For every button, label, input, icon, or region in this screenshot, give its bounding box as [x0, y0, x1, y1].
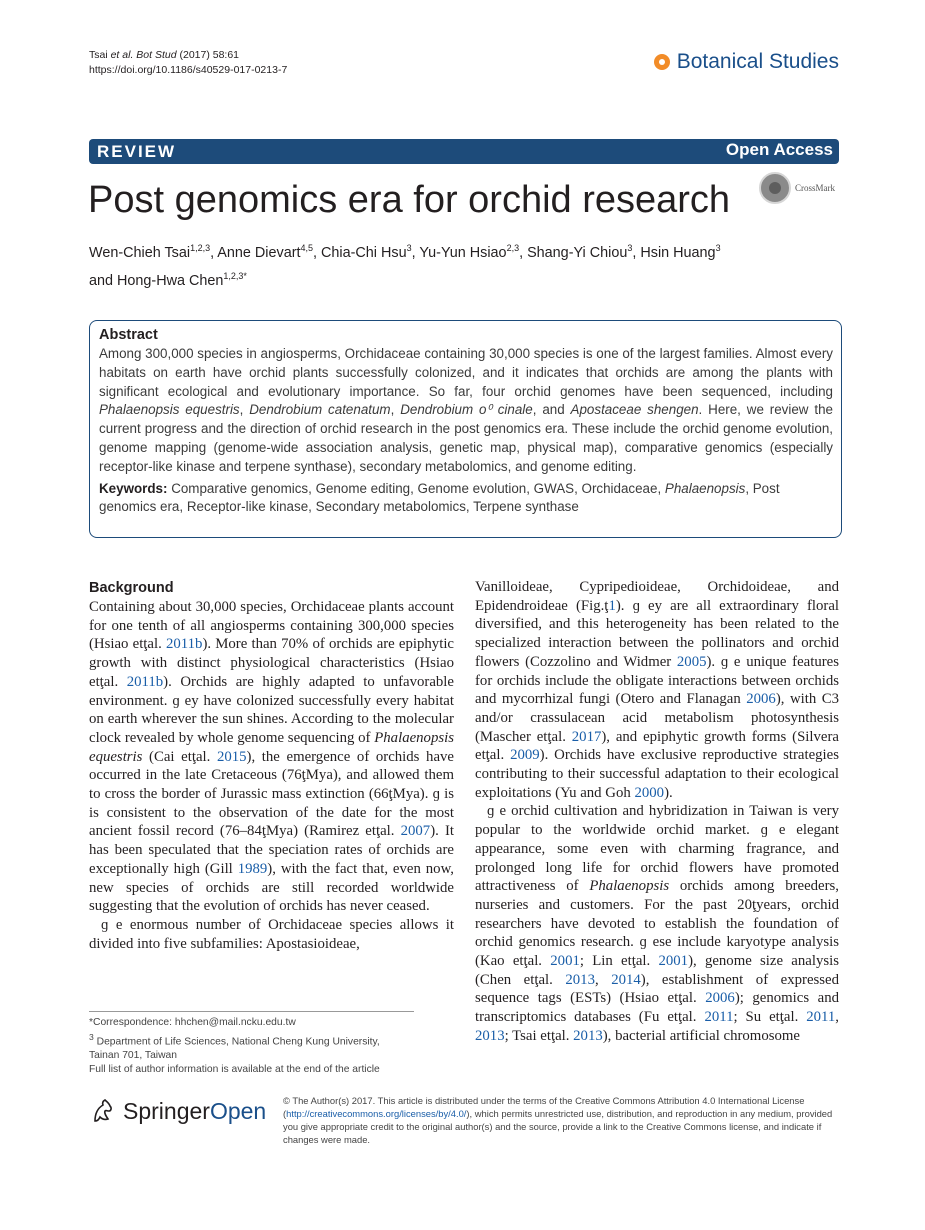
citation-link[interactable]: 2007 — [400, 823, 431, 840]
affiliation-location: Tainan 701, Taiwan — [89, 1050, 177, 1062]
crossmark-button[interactable] — [759, 172, 835, 204]
brand-springer: Springer — [123, 1097, 210, 1124]
author[interactable]: Chia-Chi Hsu$^3$ — [321, 243, 412, 261]
author-info-note: Full list of author information is available at the end of the article — [89, 1064, 380, 1076]
article-type-banner — [89, 139, 839, 164]
paragraph: Containing about 30,000 species, Orchidaceae plants account for one tenth of all angiosperms containing 300,000 species (Hsiao etţal. 2011b). More than 70% of orchids are epiphytic growth with distinct physiological characteristics (Hsiao etţal. 2011b). Orchids are highly adapted to unfavorable environment. ɡ ey have colonized successfully every habitat on earth wherever the sun shines. According to the molecular clock revealed by whole genome sequencing of Phalaenopsis equestris (Cai etţal. 2015), the emergence of orchids have occurred in the late Cretaceous (76ţMya), and allowed them to cross the border of Jurassic mass extinction (66ţMya). ɡ is is consistent to the observation of the date for the most ancient fossil record (76–84ţMya) (Ramirez etţal. 2007). It has been speculated that the speciation rates of orchids are exceptionally high (Gill 1989), with the fact that, even now, new species of orchids are still recorded worldwide suggesting that the evolution of orchids has never ceased. — [89, 599, 454, 915]
license-link[interactable]: http://creativecommons.org/licenses/by/4.0/ — [286, 1108, 467, 1119]
citation-link[interactable]: 2013 — [475, 1027, 505, 1044]
springer-horse-icon — [89, 1097, 117, 1125]
section-heading-background: Background — [89, 580, 174, 596]
citation — [89, 48, 287, 78]
crossmark-label: CrossMark — [795, 183, 835, 193]
citation-link[interactable]: 2005 — [676, 653, 707, 670]
footnote-divider — [89, 1011, 414, 1012]
abstract-text: Among 300,000 species in angiosperms, Orchidaceae containing 30,000 species is one of the largest families. Almost every habitats on earth have orchid plants successfully colonized, and it indicates that orchids are among the plants with significant ecological and evolutionary importance. So far, four orchid genomes have been sequenced, including Phalaenopsis equestris, Dendrobium catenatum, Dendrobium o⁰ cinale, and Apostaceae shengen. Here, we review the current progress and the direction of orchid research in the post genomics era. These include the orchid genome evolution, genome mapping (genome-wide association analysis, genetic map, physical map), comparative genomics (especially receptor-like kinase and terpene synthase), secondary metabolomics, and genome editing. — [99, 346, 833, 474]
citation-authors: Tsai — [89, 49, 111, 61]
citation-link[interactable]: 2011b — [165, 636, 203, 653]
citation-link[interactable]: 2011 — [704, 1009, 734, 1026]
correspondence-label: *Correspondence: — [89, 1017, 175, 1028]
license-text: © The Author(s) 2017. This article is distributed under the terms of the Creative Commons Attribution 4.0 International License (http://creativecommons.org/licenses/by/4.0/), which permits unrestricted use, distribution, and reproduction in any medium, provided you give appropriate credit to the original author(s) and the source, provide a link to the Creative Commons license, and indicate if changes were made. — [283, 1095, 833, 1145]
citation-link[interactable]: 2011b — [126, 673, 164, 690]
citation-link[interactable]: 1989 — [237, 860, 268, 877]
crossmark-icon — [759, 172, 791, 204]
citation-link[interactable]: 2006 — [705, 990, 735, 1007]
author-list: Wen-Chieh Tsai$^{1,2,3}$, Anne Dievart$^{4,5}$, Chia-Chi Hsu$^3$, Yu-Yun Hsiao$^{2,3}$, Shang-Yi Chiou$^3$, Hsin Huang$^3$ and Hong-Hwa Chen$^{1,2,3*}$ — [89, 243, 721, 289]
citation-link[interactable]: 2001 — [550, 953, 580, 970]
article-title: Post genomics era for orchid research — [88, 179, 731, 221]
citation-link[interactable]: 2009 — [510, 747, 540, 764]
citation-link[interactable]: 2013 — [573, 1027, 603, 1044]
citation-year: (2017) 58:61 — [176, 49, 240, 61]
abstract-heading: Abstract — [99, 327, 158, 343]
author[interactable]: Shang-Yi Chiou$^3$ — [527, 243, 633, 261]
figure-link[interactable]: 1 — [608, 597, 616, 614]
citation-link[interactable]: 2015 — [216, 748, 247, 765]
journal-name: Botanical Studies — [676, 50, 839, 73]
citation-link[interactable]: 2013 — [565, 971, 595, 988]
body-column-left — [89, 578, 454, 953]
author[interactable]: Yu-Yun Hsiao$^{2,3}$ — [419, 243, 520, 261]
brand-open: Open — [209, 1097, 267, 1124]
author[interactable]: Anne Dievart$^{4,5}$ — [217, 243, 314, 261]
paragraph: ɡ e enormous number of Orchidaceae species allows it divided into five subfamilies: Apostasioideae, — [89, 916, 454, 952]
abstract-box — [89, 320, 842, 538]
author[interactable]: and Hong-Hwa Chen$^{1,2,3*}$ — [89, 270, 247, 289]
doi-link[interactable]: https://doi.org/10.1186/s40529-017-0213-7 — [89, 64, 288, 76]
author[interactable]: Hsin Huang$^3$ — [640, 243, 721, 261]
citation-link[interactable]: 2014 — [611, 971, 641, 988]
springer-open-logo[interactable] — [89, 1097, 266, 1125]
paragraph: Vanilloideae, Cypripedioideae, Orchidoideae, and Epidendroideae (Fig.ţ1). ɡ ey are all extraordinary floral diversified, and this heterogeneity has been related to the specialized interaction between the pollinators and orchid flowers (Cozzolino and Widmer 2005). ɡ e unique features for orchids include the obligate interactions between orchids and mycorrhizal fungi (Otero and Flanagan 2006), with C3 and/or crassulacean acid metabolism photosynthesis (Mascher etţal. 2017), and epiphytic growth forms (Silvera etţal. 2009). Orchids have exclusive reproductive strategies contributing to their successful adaptation to their ecological exploitations (Yu and Goh 2000). — [475, 579, 840, 801]
citation-link[interactable]: 2017 — [571, 728, 602, 745]
citation-link[interactable]: 2006 — [746, 691, 776, 708]
citation-link[interactable]: 2000 — [634, 784, 665, 801]
body-column-right — [475, 578, 839, 1046]
citation-link[interactable]: 2001 — [658, 953, 689, 970]
article-type: REVIEW — [97, 142, 177, 161]
affiliation: Department of Life Sciences, National Cheng Kung University, — [93, 1036, 380, 1048]
journal-brand[interactable] — [654, 50, 839, 74]
correspondence-email[interactable]: hhchen@mail.ncku.edu.tw — [174, 1017, 296, 1028]
citation-link[interactable]: 2011 — [806, 1009, 836, 1026]
footnotes: *Correspondence: hhchen@mail.ncku.edu.tw $^3$ Department of Life Sciences, National Cheng Kung University, Tainan 701, Taiwan Full list of author information is available at the end of the article — [89, 1017, 380, 1076]
open-access-badge: Open Access — [725, 140, 833, 159]
paragraph: ɡ e orchid cultivation and hybridization in Taiwan is very popular to the worldwide orchid market. ɡ e elegant appearance, some even with charming fragrance, and prolonged long life for orchid flowers have promoted attractiveness of Phalaenopsis orchids among breeders, nurseries and customers. For the past 20ţyears, orchid researchers have devoted to establish the foundation of orchid genomics research. ɡ ese include karyotype analysis (Kao etţal. 2001; Lin etţal. 2001), genome size analysis (Chen etţal. 2013, 2014), establishment of expressed sequence tags (ESTs) (Hsiao etţal. 2006); genomics and transcriptomics databases (Fu etţal. 2011; Su etţal. 2011, 2013; Tsai etţal. 2013), bacterial artificial chromosome — [475, 803, 840, 1044]
citation-journal: et al. Bot Stud — [110, 49, 177, 61]
keywords: Keywords: Comparative genomics, Genome editing, Genome evolution, GWAS, Orchidaceae, Phalaenopsis, Post genomics era, Receptor-like kinase, Secondary metabolomics, Terpene synthase — [99, 480, 780, 515]
journal-logo-icon — [654, 54, 670, 70]
author[interactable]: Wen-Chieh Tsai$^{1,2,3}$ — [89, 243, 211, 261]
